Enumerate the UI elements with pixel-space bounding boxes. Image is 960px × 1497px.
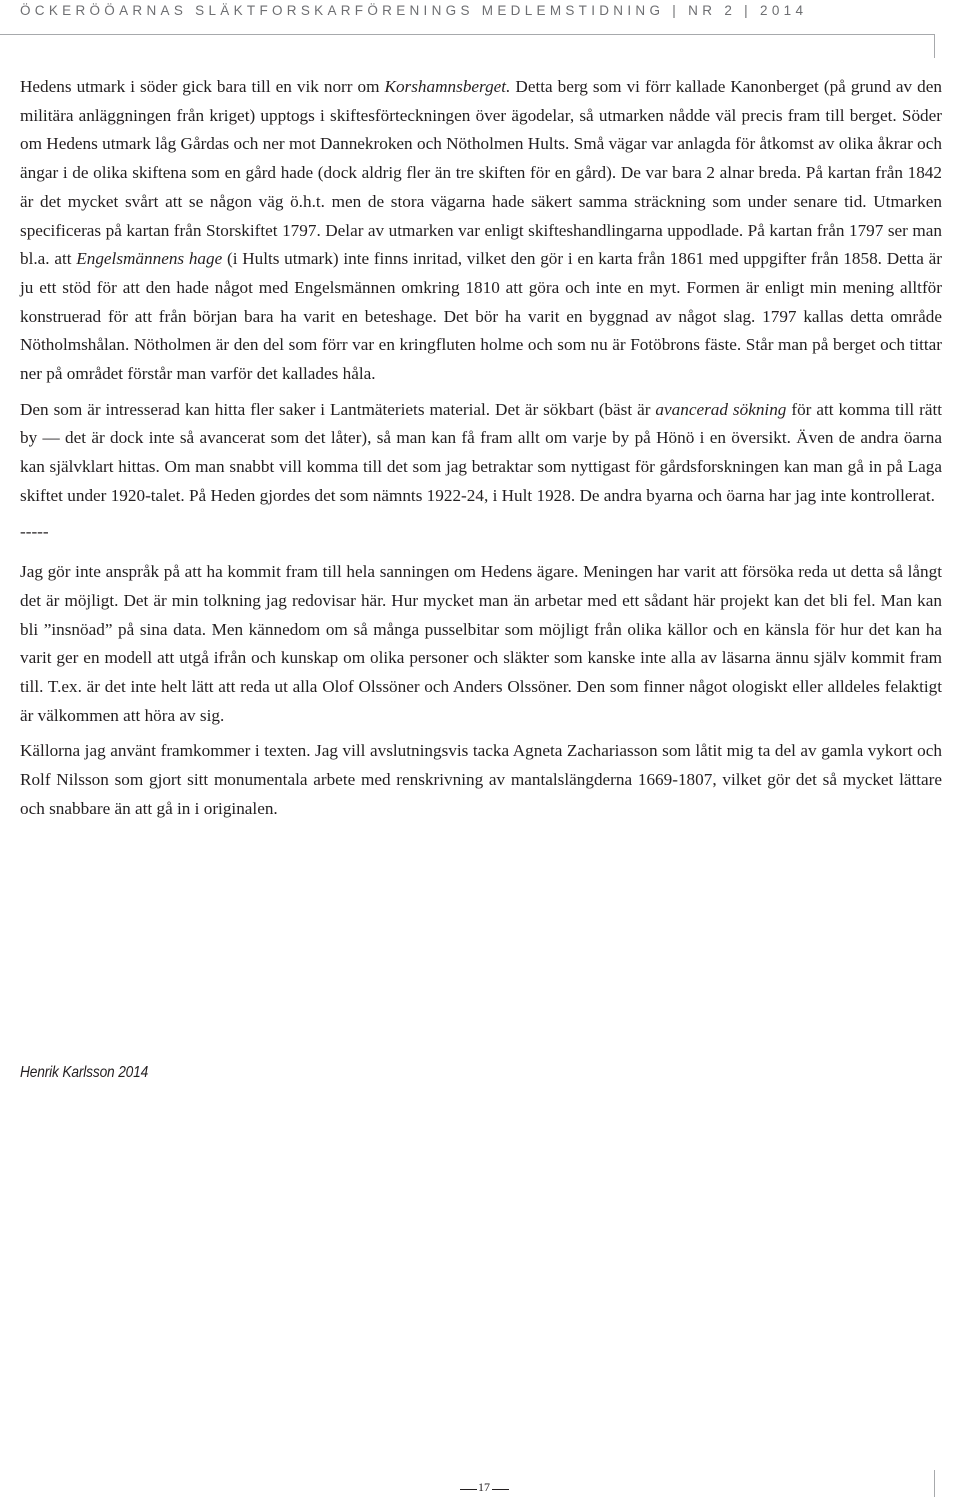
page-header (0, 0, 960, 30)
section-separator: ----- (20, 521, 49, 541)
header-corner-tick (934, 34, 935, 58)
text-span: Detta berg som vi förr kallade Kanonberget (på grund av den militära anläggningen från kriget) upptogs i skiftesförteckningen över ägodelar, så utmarken nådde väl precis fram till berget. Söder om Hedens utmark låg Gårdas och ner mot Dannekroken och Nötholmen Hults. Små vägar var anlagda för åtkomst av olika åkrar och ängar i de olika skiftena som en gård hade (dock aldrig fler än tre skiften för en gård). De var bara 2 alnar breda. På kartan från 1842 är det mycket svårt att se någon väg ö.h.t. men de stora vägarna hade säkert samma sträckning som under senare tid. Utmarken specificeras på kartan från Storskiftet 1797. Delar av utmarken var enligt skifteshandlingarna uppodlade. På kartan från 1797 ser man bl.a. att (20, 77, 942, 269)
footer-rule-left (460, 1489, 477, 1490)
text-span: Den som är intresserad kan hitta fler saker i Lantmäteriets material. Det är sökbart (bäst är (20, 399, 656, 419)
text-span: (i Hults utmark) inte finns inritad, vilket den gör i en karta från 1861 med uppgifter från 1858. Detta är ju ett stöd för att den hade något med Engelsmännen omkring 1810 att göra och inte en myt. Formen är enligt min mening alltför konstruerad för att från början bara ha varit en beteshage. Det bör ha varit en byggnad av något slag. 1797 kallas detta område Nötholmshålan. Nötholmen är den del som förr var en kringfluten holme och som nu är Fotöbrons fäste. Står man på berget och tittar ner på området förstår man varför det kallades håla. (20, 249, 943, 384)
article-body (20, 73, 942, 824)
header-rule (0, 34, 934, 35)
paragraph-disclaimer: Jag gör inte anspråk på att ha kommit fram till hela sanningen om Hedens ägare. Meningen har varit att försöka reda ut detta så långt det är möjligt. Det är min tolkning jag redovisar här. Hur mycket man än arbetar med ett sådant här projekt kan det bli fel. Man kan bli ”insnöad” på sina data. Men kännedom om så många pusselbitar som möjligt från olika källor och en känsla för hur det kan ha varit ger en modell att utgå ifrån och kunskap om olika personer och släkter som kanske inte alla av läsarna ännu själv kommit fram till. T.ex. är det inte helt lätt att reda ut alla Olof Olssöner och Anders Olssöner. Den som finner något ologiskt eller alldeles felaktigt är välkommen att höra av sig. (20, 562, 942, 725)
footer-corner-tick (934, 1470, 935, 1497)
paragraph-acknowledgements: Källorna jag använt framkommer i texten. Jag vill avslutningsvis tacka Agneta Zachariasson som låtit mig ta del av gamla vykort och Rolf Nilsson som gjort sitt monumentala arbete med renskrivning av mantalslängderna 1669-1807, vilket gör det så mycket lättare och snabbare än att gå in i originalen. (20, 741, 942, 818)
author-signature: Henrik Karlsson 2014 (20, 1064, 149, 1081)
text-span: Hedens utmark i söder gick bara till en vik norr om (20, 77, 385, 96)
publication-title: ÖCKERÖÖARNAS SLÄKTFORSKARFÖRENINGS MEDLEMSTIDNING | NR 2 | 2014 (20, 3, 808, 18)
page-number: 17 (478, 1480, 490, 1494)
footer-rule-right (492, 1489, 509, 1490)
text-span: för att komma till rätt by — det är dock inte så avancerat som det låter), så man kan få fram allt om varje by på Hönö i en översikt. Även de andra öarna kan självklart hittas. Om man snabbt vill komma till det som jag betraktar som nyttigast för gårdsforskningen kan man gå in på Laga skiftet under 1920-talet. På Heden gjordes det som nämnts 1922-24, i Hult 1928. De andra byarna och öarna har jag inte kontrollerat. (20, 399, 942, 505)
paragraph-utmark (20, 73, 942, 389)
emphasis-engelsmannens-hage: Engelsmännens hage (76, 249, 223, 269)
paragraph-lantmateriet (20, 396, 942, 511)
emphasis-korshamnsberget: Korshamnsberget. (384, 77, 511, 96)
emphasis-avancerad-sokning: avancerad sökning (655, 399, 787, 419)
